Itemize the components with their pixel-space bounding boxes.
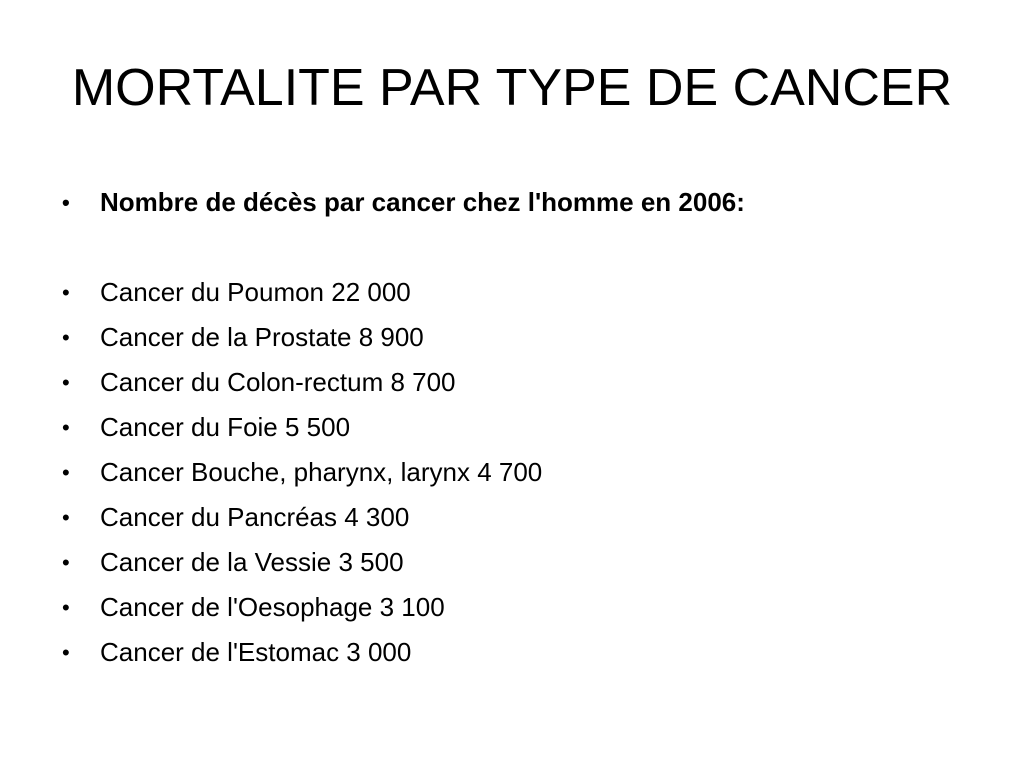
bullet-icon: • — [62, 505, 70, 530]
bullet-icon: • — [62, 190, 70, 215]
list-item — [62, 270, 962, 315]
bullet-icon: • — [62, 595, 70, 620]
list-item-text: Cancer Bouche, pharynx, larynx 4 700 — [100, 457, 543, 487]
list-item-text: Cancer du Colon-rectum 8 700 — [100, 367, 456, 397]
list-item — [62, 405, 962, 450]
list-item — [62, 450, 962, 495]
bullet-icon: • — [62, 640, 70, 665]
list-item-text: Cancer de la Prostate 8 900 — [100, 322, 424, 352]
bullet-icon: • — [62, 460, 70, 485]
list-item — [62, 630, 962, 675]
list-item-text: Cancer du Poumon 22 000 — [100, 277, 411, 307]
list-item-text: Cancer de l'Oesophage 3 100 — [100, 592, 445, 622]
bullet-icon: • — [62, 370, 70, 395]
slide-title: MORTALITE PAR TYPE DE CANCER — [71, 59, 953, 117]
list-item — [62, 540, 962, 585]
bullet-heading-text: Nombre de décès par cancer chez l'homme en 2006: — [100, 187, 745, 217]
bullet-icon: • — [62, 325, 70, 350]
list-item-text: Cancer du Pancréas 4 300 — [100, 502, 410, 532]
bullet-icon: • — [62, 550, 70, 575]
list-item — [62, 315, 962, 360]
bullet-list — [62, 180, 962, 675]
list-item-text: Cancer du Foie 5 500 — [100, 412, 351, 442]
list-item-text: Cancer de la Vessie 3 500 — [100, 547, 404, 577]
list-item — [62, 360, 962, 405]
list-item-text: Cancer de l'Estomac 3 000 — [100, 637, 412, 667]
list-item — [62, 495, 962, 540]
bullet-icon: • — [62, 280, 70, 305]
list-item — [62, 585, 962, 630]
bullet-icon: • — [62, 415, 70, 440]
bullet-heading — [62, 180, 962, 225]
